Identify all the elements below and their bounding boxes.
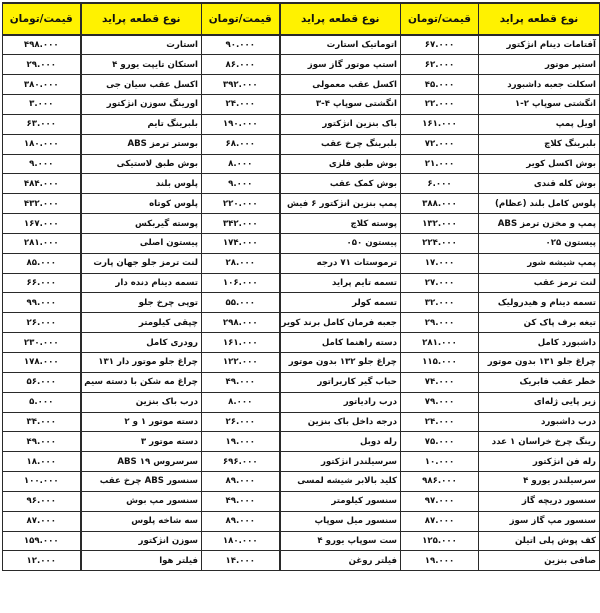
part-name-cell: بوش طبق لاستیکی — [81, 154, 202, 174]
table-row — [3, 194, 600, 214]
price-cell: ۲۸۱.۰۰۰ — [401, 333, 479, 353]
part-name-cell: زیر پایی ژله‌ای — [479, 392, 600, 412]
price-cell: ۵.۰۰۰ — [3, 392, 81, 412]
part-name-cell: پیستون اصلی — [81, 233, 202, 253]
part-name-cell: سرسیلندر انژکتور — [280, 452, 401, 472]
part-name-cell: بوش کمک عقب — [280, 174, 401, 194]
table-row — [3, 372, 600, 392]
price-cell: ۲۲۰.۰۰۰ — [202, 194, 280, 214]
price-cell: ۷۲.۰۰۰ — [401, 134, 479, 154]
part-name-cell: اسکلت جعبه داشبورد — [479, 75, 600, 95]
part-name-cell: تیغه برف پاک کن — [479, 313, 600, 333]
table-row — [3, 154, 600, 174]
table-row — [3, 392, 600, 412]
header-part-2: نوع قطعه پراید — [280, 3, 401, 35]
price-cell: ۱۰۶.۰۰۰ — [202, 273, 280, 293]
price-cell: ۸.۰۰۰ — [202, 154, 280, 174]
part-name-cell: تسمه دینام دنده دار — [81, 273, 202, 293]
table-row — [3, 432, 600, 452]
price-cell: ۸۹.۰۰۰ — [202, 511, 280, 531]
price-table — [2, 2, 600, 571]
part-name-cell: خطر عقب فابریک — [479, 372, 600, 392]
part-name-cell: انگشتی سوپاپ ۲-۱ — [479, 95, 600, 115]
part-name-cell: تسمه دینام و هیدرولیک — [479, 293, 600, 313]
price-cell: ۳۹۲.۰۰۰ — [202, 75, 280, 95]
price-cell: ۲۴.۰۰۰ — [401, 412, 479, 432]
part-name-cell: تسمه کولر — [280, 293, 401, 313]
table-row — [3, 333, 600, 353]
part-name-cell: ترموستات ۷۱ درجه — [280, 253, 401, 273]
price-cell: ۲۳۰.۰۰۰ — [3, 333, 81, 353]
price-cell: ۱۰۰.۰۰۰ — [3, 472, 81, 492]
part-name-cell: آفتامات دینام انژکتور — [479, 35, 600, 55]
price-cell: ۸۶.۰۰۰ — [202, 55, 280, 75]
price-cell: ۸۷.۰۰۰ — [401, 511, 479, 531]
part-name-cell: ست سوپاپ یورو ۴ — [280, 531, 401, 551]
part-name-cell: صافی بنزین — [479, 551, 600, 571]
price-cell: ۲۶.۰۰۰ — [3, 313, 81, 333]
price-cell: ۲۲.۰۰۰ — [401, 95, 479, 115]
part-name-cell: بوش اکسل کویر — [479, 154, 600, 174]
price-cell: ۸۷.۰۰۰ — [3, 511, 81, 531]
table-row — [3, 491, 600, 511]
price-cell: ۲۶.۰۰۰ — [202, 412, 280, 432]
part-name-cell: بلبرینگ تایم — [81, 114, 202, 134]
price-cell: ۱۵۹.۰۰۰ — [3, 531, 81, 551]
part-name-cell: پیستون ۰۲۵ — [479, 233, 600, 253]
price-cell: ۱۶۱.۰۰۰ — [401, 114, 479, 134]
part-name-cell: پمپ بنزین انژکتور ۶ فیش — [280, 194, 401, 214]
part-name-cell: سنسور دریچه گاز — [479, 491, 600, 511]
table-row — [3, 273, 600, 293]
price-cell: ۹۷.۰۰۰ — [401, 491, 479, 511]
price-cell: ۵۶.۰۰۰ — [3, 372, 81, 392]
part-name-cell: دسته موتور ۳ — [81, 432, 202, 452]
header-part-3: نوع قطعه پراید — [81, 3, 202, 35]
part-name-cell: دسته موتور ۱ و ۲ — [81, 412, 202, 432]
part-name-cell: استپ موتور گاز سوز — [280, 55, 401, 75]
header-price-2: قیمت/تومان — [202, 3, 280, 35]
price-cell: ۱۱۵.۰۰۰ — [401, 353, 479, 373]
part-name-cell: چراغ جلو ۱۳۱ بدون موتور — [479, 353, 600, 373]
price-cell: ۳.۰۰۰ — [3, 95, 81, 115]
price-cell: ۴۹۸.۰۰۰ — [3, 35, 81, 55]
part-name-cell: درب رادیاتور — [280, 392, 401, 412]
price-cell: ۸۹.۰۰۰ — [202, 472, 280, 492]
part-name-cell: لنت ترمز عقب — [479, 273, 600, 293]
price-cell: ۶۶.۰۰۰ — [3, 273, 81, 293]
part-name-cell: اکسل عقب سیان جی — [81, 75, 202, 95]
part-name-cell: اورینگ سوزن انژکتور — [81, 95, 202, 115]
price-cell: ۸.۰۰۰ — [202, 392, 280, 412]
price-cell: ۱۲.۰۰۰ — [3, 551, 81, 571]
part-name-cell: سرسیلندر یورو ۴ — [479, 472, 600, 492]
part-name-cell: سنسور مپ گاز سوز — [479, 511, 600, 531]
price-cell: ۴۹.۰۰۰ — [202, 372, 280, 392]
price-cell: ۷۴.۰۰۰ — [401, 372, 479, 392]
price-cell: ۳۸۰.۰۰۰ — [3, 75, 81, 95]
part-name-cell: سه شاخه پلوس — [81, 511, 202, 531]
price-cell: ۴۵.۰۰۰ — [401, 75, 479, 95]
table-body — [3, 35, 600, 571]
part-name-cell: حباب گیر کاربراتور — [280, 372, 401, 392]
price-cell: ۹۶.۰۰۰ — [3, 491, 81, 511]
price-cell: ۶.۰۰۰ — [401, 174, 479, 194]
table-row — [3, 353, 600, 373]
part-name-cell: رودری کامل — [81, 333, 202, 353]
price-cell: ۱۷۸.۰۰۰ — [3, 353, 81, 373]
price-cell: ۳۸۸.۰۰۰ — [401, 194, 479, 214]
price-cell: ۹۹.۰۰۰ — [3, 293, 81, 313]
price-cell: ۴۸۴.۰۰۰ — [3, 174, 81, 194]
part-name-cell: لنت ترمز جلو جهان پارت — [81, 253, 202, 273]
table-row — [3, 114, 600, 134]
part-name-cell: چراغ جلو موتور دار ۱۳۱ — [81, 353, 202, 373]
part-name-cell: کف پوش پلی اتیلن — [479, 531, 600, 551]
part-name-cell: اویل پمپ — [479, 114, 600, 134]
table-row — [3, 95, 600, 115]
price-cell: ۱۸۰.۰۰۰ — [3, 134, 81, 154]
part-name-cell: استارت — [81, 35, 202, 55]
part-name-cell: اکسل عقب معمولی — [280, 75, 401, 95]
price-cell: ۵۵.۰۰۰ — [202, 293, 280, 313]
price-cell: ۱۸۰.۰۰۰ — [202, 531, 280, 551]
part-name-cell: بلبرینگ کلاچ — [479, 134, 600, 154]
table-row — [3, 214, 600, 234]
table-row — [3, 531, 600, 551]
part-name-cell: پلوس کوتاه — [81, 194, 202, 214]
price-cell: ۲۱.۰۰۰ — [401, 154, 479, 174]
part-name-cell: فیلتر روغن — [280, 551, 401, 571]
part-name-cell: انگشتی سوپاپ ۴-۳ — [280, 95, 401, 115]
part-name-cell: اتوماتیک استارت — [280, 35, 401, 55]
price-cell: ۴۳۲.۰۰۰ — [3, 194, 81, 214]
part-name-cell: داشبورد کامل — [479, 333, 600, 353]
price-cell: ۸۵.۰۰۰ — [3, 253, 81, 273]
part-name-cell: پلوس کامل بلند (عظام) — [479, 194, 600, 214]
table-row — [3, 472, 600, 492]
part-name-cell: سنسور ABS چرخ عقب — [81, 472, 202, 492]
price-cell: ۱۲۲.۰۰۰ — [202, 353, 280, 373]
part-name-cell: بلبرینگ چرخ عقب — [280, 134, 401, 154]
part-name-cell: رینگ چرخ خراسان ۱ عدد — [479, 432, 600, 452]
price-cell: ۲۸۱.۰۰۰ — [3, 233, 81, 253]
price-cell: ۱۴.۰۰۰ — [202, 551, 280, 571]
part-name-cell: تسمه تایم پراید — [280, 273, 401, 293]
part-name-cell: بوستر ترمز ABS — [81, 134, 202, 154]
price-cell: ۲۷.۰۰۰ — [401, 273, 479, 293]
table-row — [3, 452, 600, 472]
price-cell: ۹.۰۰۰ — [3, 154, 81, 174]
price-cell: ۱۹.۰۰۰ — [202, 432, 280, 452]
price-cell: ۶۲.۰۰۰ — [401, 55, 479, 75]
price-cell: ۳۴.۰۰۰ — [3, 412, 81, 432]
table-row — [3, 233, 600, 253]
part-name-cell: استکان تایپت یورو ۴ — [81, 55, 202, 75]
part-name-cell: پلوس بلند — [81, 174, 202, 194]
part-name-cell: بوش کله قندی — [479, 174, 600, 194]
price-cell: ۱۶۱.۰۰۰ — [202, 333, 280, 353]
part-name-cell: توپی چرخ جلو — [81, 293, 202, 313]
table-row — [3, 412, 600, 432]
header-part-1: نوع قطعه پراید — [479, 3, 600, 35]
price-cell: ۷۵.۰۰۰ — [401, 432, 479, 452]
price-cell: ۲۹۸.۰۰۰ — [202, 313, 280, 333]
price-cell: ۹۰.۰۰۰ — [202, 35, 280, 55]
part-name-cell: چپقی کیلومتر — [81, 313, 202, 333]
part-name-cell: کلید بالابر شیشه لمسی — [280, 472, 401, 492]
price-cell: ۲۹.۰۰۰ — [401, 313, 479, 333]
price-cell: ۱۶۷.۰۰۰ — [3, 214, 81, 234]
part-name-cell: سنسور کیلومتر — [280, 491, 401, 511]
price-cell: ۱۰.۰۰۰ — [401, 452, 479, 472]
part-name-cell: پوسته گیربکس — [81, 214, 202, 234]
table-row — [3, 134, 600, 154]
part-name-cell: درب باک بنزین — [81, 392, 202, 412]
table-row — [3, 293, 600, 313]
table-row — [3, 253, 600, 273]
price-cell: ۱۲۵.۰۰۰ — [401, 531, 479, 551]
price-cell: ۱۹.۰۰۰ — [401, 551, 479, 571]
table-row — [3, 174, 600, 194]
part-name-cell: بوش طبق فلزی — [280, 154, 401, 174]
part-name-cell: سرسروس ۱۹ ABS — [81, 452, 202, 472]
part-name-cell: سوزن انژکتور — [81, 531, 202, 551]
table-row — [3, 55, 600, 75]
part-name-cell: جعبه فرمان کامل برند کویر — [280, 313, 401, 333]
price-cell: ۹.۰۰۰ — [202, 174, 280, 194]
price-cell: ۱۳۲.۰۰۰ — [401, 214, 479, 234]
price-cell: ۳۴۲.۰۰۰ — [202, 214, 280, 234]
price-cell: ۲۲۴.۰۰۰ — [401, 233, 479, 253]
part-name-cell: پیستون ۰۵۰ — [280, 233, 401, 253]
price-cell: ۴۹.۰۰۰ — [202, 491, 280, 511]
header-price-1: قیمت/تومان — [401, 3, 479, 35]
table-row — [3, 511, 600, 531]
price-cell: ۶۷.۰۰۰ — [401, 35, 479, 55]
part-name-cell: سنسور مپ بوش — [81, 491, 202, 511]
part-name-cell: چراغ مه شکن با دسته سیم — [81, 372, 202, 392]
price-cell: ۲۴.۰۰۰ — [202, 95, 280, 115]
price-cell: ۱۸.۰۰۰ — [3, 452, 81, 472]
price-cell: ۱۹۰.۰۰۰ — [202, 114, 280, 134]
price-cell: ۳۲.۰۰۰ — [401, 293, 479, 313]
price-cell: ۹۸۶.۰۰۰ — [401, 472, 479, 492]
part-name-cell: رله فن انژکتور — [479, 452, 600, 472]
part-name-cell: سنسور میل سوپاپ — [280, 511, 401, 531]
part-name-cell: درجه داخل باک بنزین — [280, 412, 401, 432]
table-row — [3, 35, 600, 55]
price-cell: ۲۹.۰۰۰ — [3, 55, 81, 75]
price-cell: ۱۷۴.۰۰۰ — [202, 233, 280, 253]
price-cell: ۷۹.۰۰۰ — [401, 392, 479, 412]
part-name-cell: استپر موتور — [479, 55, 600, 75]
part-name-cell: پمپ و مخزن ترمز ABS — [479, 214, 600, 234]
table-row — [3, 75, 600, 95]
part-name-cell: دسته راهنما کامل — [280, 333, 401, 353]
header-row — [3, 3, 600, 35]
part-name-cell: پوسته کلاچ — [280, 214, 401, 234]
price-cell: ۶۸.۰۰۰ — [202, 134, 280, 154]
price-cell: ۶۳.۰۰۰ — [3, 114, 81, 134]
price-cell: ۲۸.۰۰۰ — [202, 253, 280, 273]
part-name-cell: رله دوبل — [280, 432, 401, 452]
table-row — [3, 551, 600, 571]
part-name-cell: درب داشبورد — [479, 412, 600, 432]
price-cell: ۱۷.۰۰۰ — [401, 253, 479, 273]
table-row — [3, 313, 600, 333]
part-name-cell: پمپ شیشه شور — [479, 253, 600, 273]
price-cell: ۶۹۶.۰۰۰ — [202, 452, 280, 472]
part-name-cell: باک بنزین انژکتور — [280, 114, 401, 134]
header-price-3: قیمت/تومان — [3, 3, 81, 35]
part-name-cell: فیلتر هوا — [81, 551, 202, 571]
price-cell: ۴۹.۰۰۰ — [3, 432, 81, 452]
part-name-cell: چراغ جلو ۱۳۲ بدون موتور — [280, 353, 401, 373]
